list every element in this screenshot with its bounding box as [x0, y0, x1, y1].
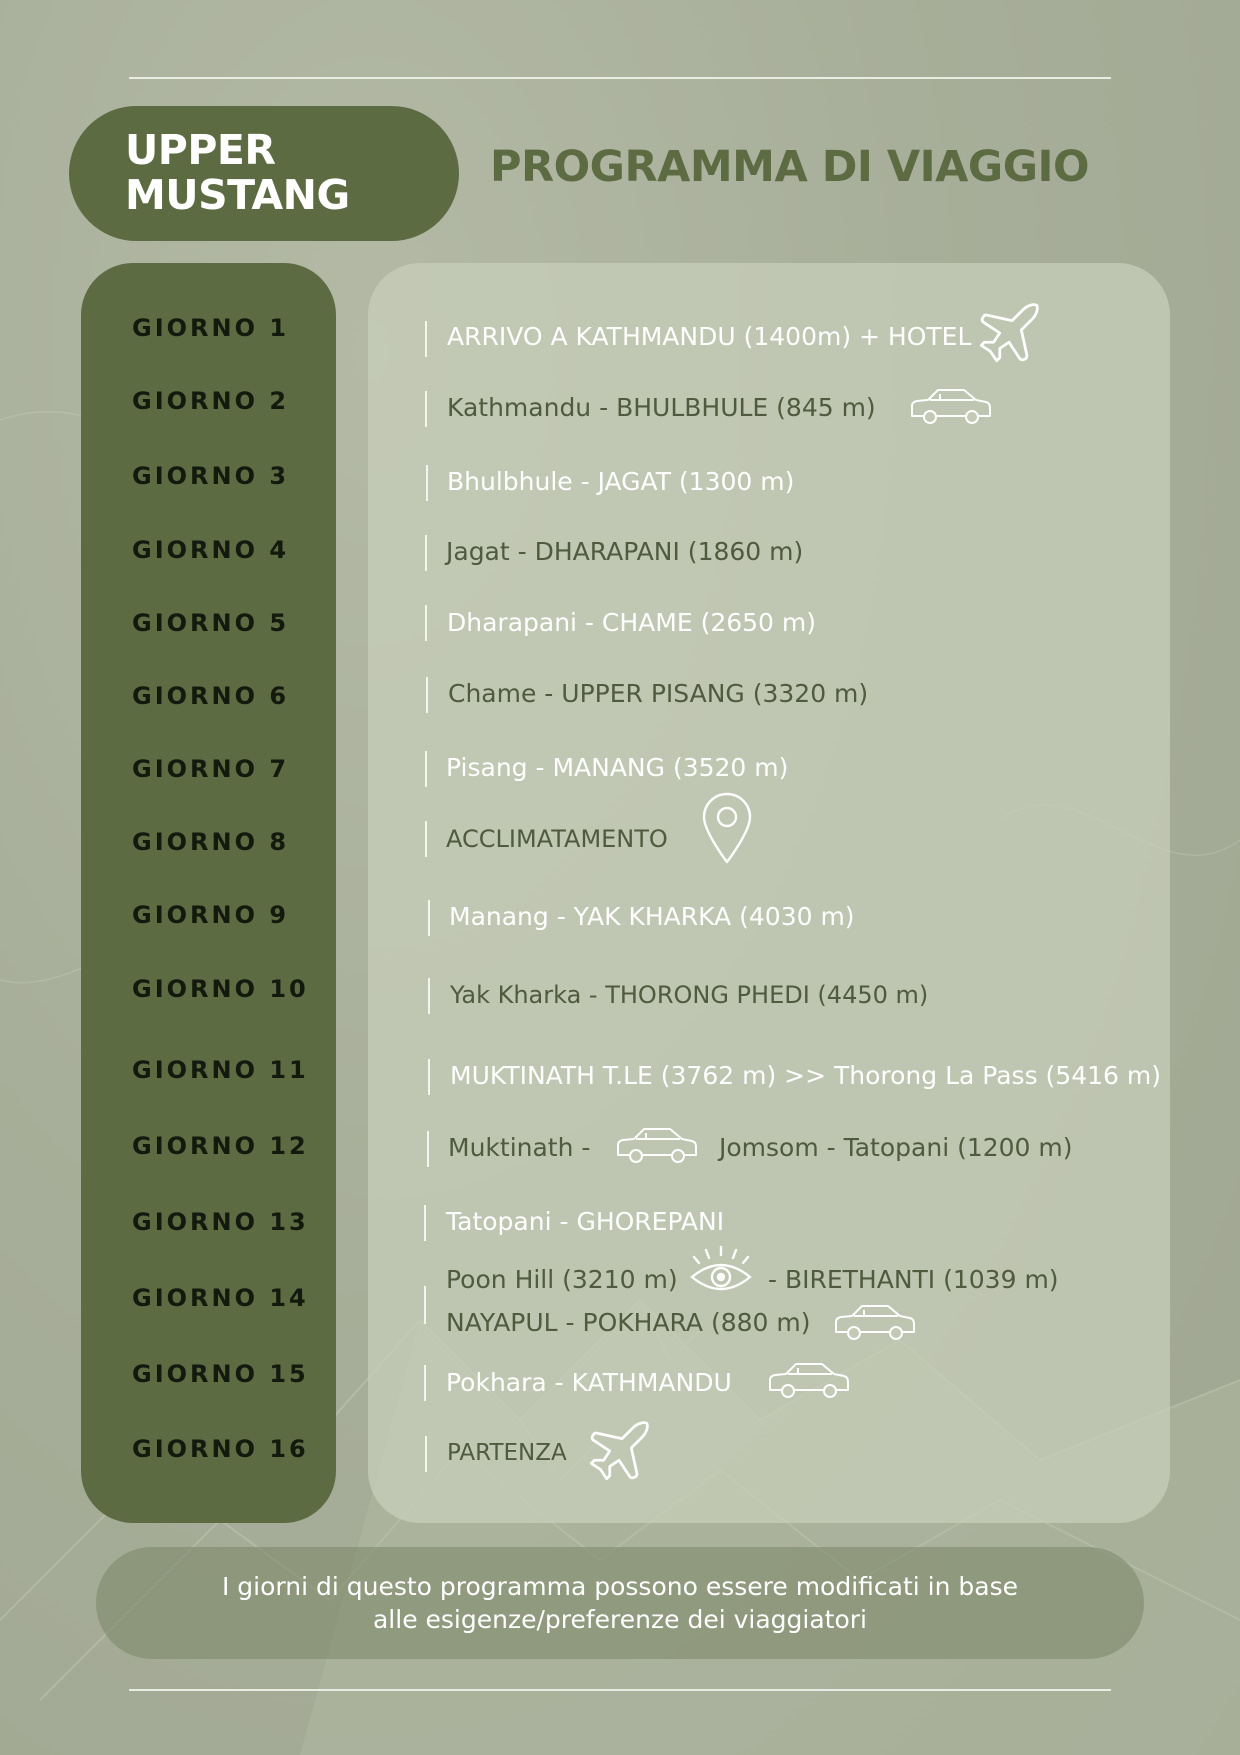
item-marker [424, 1365, 426, 1401]
day-label: GIORNO 1 [132, 314, 290, 342]
itinerary-item: Manang - YAK KHARKA (4030 m) [449, 902, 855, 931]
itinerary-item: Chame - UPPER PISANG (3320 m) [448, 679, 869, 708]
itinerary-item: MUKTINATH T.LE (3762 m) >> Thorong La Pass (5416 m) [450, 1061, 1161, 1090]
itinerary-item: ACCLIMATAMENTO [446, 825, 668, 853]
item-marker [425, 1436, 427, 1472]
airplane-icon [582, 1414, 656, 1488]
top-divider [129, 77, 1111, 79]
day-label: GIORNO 10 [132, 975, 309, 1003]
car-icon [908, 386, 992, 428]
itinerary-item: Muktinath - [448, 1133, 591, 1162]
itinerary-item: Jomsom - Tatopani (1200 m) [719, 1133, 1073, 1162]
itinerary-item: Dharapani - CHAME (2650 m) [447, 608, 817, 637]
item-marker [424, 1286, 426, 1324]
eye-icon [688, 1243, 754, 1301]
day-label: GIORNO 5 [132, 609, 290, 637]
day-label: GIORNO 14 [132, 1284, 309, 1312]
item-marker [425, 605, 427, 641]
day-label: GIORNO 16 [132, 1435, 309, 1463]
itinerary-item: Kathmandu - BHULBHULE (845 m) [447, 393, 876, 422]
item-marker [425, 751, 427, 787]
car-icon [766, 1360, 850, 1402]
day-label: GIORNO 2 [132, 387, 290, 415]
day-label: GIORNO 13 [132, 1208, 309, 1236]
car-icon [832, 1302, 916, 1344]
itinerary-item: NAYAPUL - POKHARA (880 m) [446, 1308, 811, 1337]
item-marker [425, 321, 427, 357]
item-marker [424, 1205, 426, 1241]
day-label: GIORNO 7 [132, 755, 290, 783]
itinerary-item: Pokhara - KATHMANDU [446, 1368, 732, 1397]
map-pin-icon [700, 792, 754, 864]
item-marker [425, 391, 427, 427]
item-marker [427, 1131, 429, 1167]
item-marker [425, 535, 427, 571]
disclaimer-line1: I giorni di questo programma possono essere modificati in base [221, 1572, 1019, 1601]
itinerary-item: Pisang - MANANG (3520 m) [446, 753, 789, 782]
airplane-icon [972, 296, 1046, 370]
item-marker [426, 465, 428, 501]
day-label: GIORNO 11 [132, 1056, 309, 1084]
item-marker [425, 821, 427, 857]
trip-title-line1: UPPER [125, 126, 276, 174]
trip-title-line2: MUSTANG [125, 171, 350, 219]
days-column [81, 263, 336, 1523]
car-icon [614, 1125, 698, 1167]
itinerary-item: PARTENZA [447, 1440, 567, 1466]
day-label: GIORNO 8 [132, 828, 290, 856]
itinerary-item: Poon Hill (3210 m) [446, 1265, 678, 1294]
disclaimer-line2: alle esigenze/preferenze dei viaggiatori [372, 1605, 867, 1634]
day-label: GIORNO 4 [132, 536, 290, 564]
itinerary-item: Bhulbhule - JAGAT (1300 m) [447, 467, 795, 496]
page-heading: PROGRAMMA DI VIAGGIO [490, 142, 1090, 192]
itinerary-item: Jagat - DHARAPANI (1860 m) [446, 537, 804, 566]
item-marker [428, 1059, 430, 1095]
item-marker [426, 677, 428, 713]
itinerary-item: ARRIVO A KATHMANDU (1400m) + HOTEL [447, 322, 972, 351]
day-label: GIORNO 15 [132, 1360, 309, 1388]
day-label: GIORNO 6 [132, 682, 290, 710]
trip-title [125, 128, 445, 218]
item-marker [428, 900, 430, 936]
itinerary-item: Tatopani - GHOREPANI [446, 1207, 725, 1236]
itinerary-item: Yak Kharka - THORONG PHEDI (4450 m) [450, 981, 929, 1009]
item-marker [428, 978, 430, 1014]
bottom-divider [129, 1689, 1111, 1691]
day-label: GIORNO 3 [132, 462, 290, 490]
day-label: GIORNO 12 [132, 1132, 309, 1160]
disclaimer-text [96, 1570, 1144, 1636]
day-label: GIORNO 9 [132, 901, 290, 929]
itinerary-item: - BIRETHANTI (1039 m) [768, 1265, 1059, 1294]
